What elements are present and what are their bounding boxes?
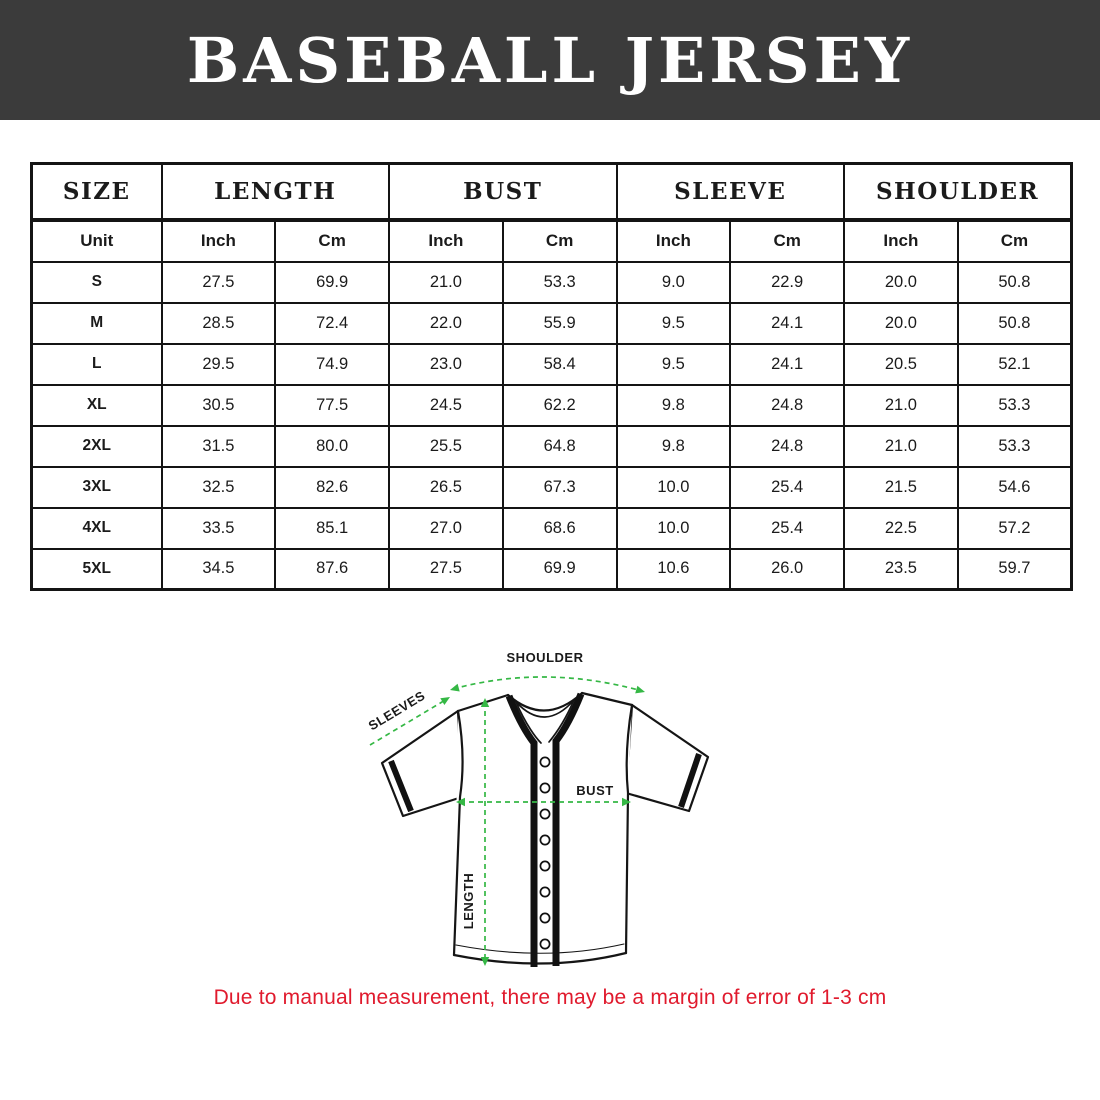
measurement-value: 29.5 [162,344,276,385]
col-header-shoulder: SHOULDER [844,164,1072,220]
arrowhead-shoulder-left [450,684,460,692]
measurement-value: 74.9 [275,344,389,385]
measurement-value: 87.6 [275,549,389,590]
unit-sleeve-inch: Inch [617,220,731,262]
measurement-value: 26.0 [730,549,844,590]
page-title: BASEBALL JERSEY [186,23,914,97]
measurement-value: 27.5 [162,262,276,303]
measurement-value: 21.0 [844,426,958,467]
table-group-header-row [32,164,1072,220]
size-label: XL [32,385,162,426]
measurement-value: 9.0 [617,262,731,303]
measurement-value: 21.5 [844,467,958,508]
measurement-value: 28.5 [162,303,276,344]
size-label: 5XL [32,549,162,590]
unit-shoulder-inch: Inch [844,220,958,262]
measurement-value: 64.8 [503,426,617,467]
table-row [32,262,1072,303]
measurement-value: 50.8 [958,303,1072,344]
size-label: S [32,262,162,303]
jersey-diagram [350,645,750,993]
measurement-value: 24.8 [730,426,844,467]
measurement-value: 59.7 [958,549,1072,590]
measurement-value: 22.9 [730,262,844,303]
measurement-value: 9.8 [617,385,731,426]
size-label: M [32,303,162,344]
measurement-value: 77.5 [275,385,389,426]
measurement-value: 27.5 [389,549,503,590]
table-row [32,549,1072,590]
measurement-value: 34.5 [162,549,276,590]
shoulder-label: SHOULDER [506,650,584,665]
arrowhead-shoulder-right [635,686,645,694]
unit-sleeve-cm: Cm [730,220,844,262]
measurement-value: 9.8 [617,426,731,467]
unit-header: Unit [32,220,162,262]
measurement-value: 80.0 [275,426,389,467]
measurement-value: 62.2 [503,385,617,426]
shoulder-measure-line [453,677,642,691]
measurement-value: 31.5 [162,426,276,467]
measurement-value: 58.4 [503,344,617,385]
measurement-value: 20.0 [844,303,958,344]
measurement-value: 32.5 [162,467,276,508]
measurement-value: 25.5 [389,426,503,467]
measurement-value: 55.9 [503,303,617,344]
bust-label: BUST [576,783,614,798]
measurement-value: 85.1 [275,508,389,549]
size-label: 2XL [32,426,162,467]
unit-bust-inch: Inch [389,220,503,262]
table-body [32,262,1072,590]
measurement-value: 27.0 [389,508,503,549]
measurement-value: 22.5 [844,508,958,549]
table-row [32,467,1072,508]
measurement-value: 33.5 [162,508,276,549]
measurement-value: 50.8 [958,262,1072,303]
measurement-value: 24.5 [389,385,503,426]
sleeves-label: SLEEVES [365,687,428,734]
measurement-value: 9.5 [617,303,731,344]
arrowhead-sleeves [440,697,450,705]
size-table-wrap [30,162,1070,591]
unit-shoulder-cm: Cm [958,220,1072,262]
measurement-value: 21.0 [389,262,503,303]
jersey-illustration [350,645,750,993]
measurement-value: 69.9 [503,549,617,590]
measurement-value: 67.3 [503,467,617,508]
measurement-value: 53.3 [958,426,1072,467]
table-row [32,303,1072,344]
measurement-value: 20.0 [844,262,958,303]
measurement-value: 23.5 [844,549,958,590]
measurement-value: 26.5 [389,467,503,508]
col-header-sleeve: SLEEVE [617,164,845,220]
length-label: LENGTH [461,872,476,930]
measurement-value: 82.6 [275,467,389,508]
measurement-value: 30.5 [162,385,276,426]
measurement-value: 54.6 [958,467,1072,508]
measurement-value: 69.9 [275,262,389,303]
measurement-value: 10.6 [617,549,731,590]
measurement-value: 22.0 [389,303,503,344]
measurement-value: 9.5 [617,344,731,385]
measurement-value: 57.2 [958,508,1072,549]
table-row [32,385,1072,426]
measurement-value: 21.0 [844,385,958,426]
table-row [32,508,1072,549]
title-banner [0,0,1100,120]
table-row [32,344,1072,385]
measurement-value: 24.8 [730,385,844,426]
measurement-value: 24.1 [730,303,844,344]
measurement-value: 20.5 [844,344,958,385]
table-row [32,426,1072,467]
measurement-value: 68.6 [503,508,617,549]
measurement-value: 53.3 [958,385,1072,426]
unit-bust-cm: Cm [503,220,617,262]
unit-length-cm: Cm [275,220,389,262]
measurement-value: 72.4 [275,303,389,344]
size-label: L [32,344,162,385]
measurement-value: 24.1 [730,344,844,385]
measurement-value: 52.1 [958,344,1072,385]
size-label: 4XL [32,508,162,549]
measurement-note: Due to manual measurement, there may be a margin of error of 1-3 cm [213,986,887,1009]
col-header-size: SIZE [32,164,162,220]
table-unit-row [32,220,1072,262]
measurement-value: 25.4 [730,508,844,549]
measurement-value: 53.3 [503,262,617,303]
measurement-value: 25.4 [730,467,844,508]
measurement-value: 10.0 [617,508,731,549]
unit-length-inch: Inch [162,220,276,262]
measurement-value: 23.0 [389,344,503,385]
col-header-bust: BUST [389,164,617,220]
size-table [30,162,1073,591]
size-label: 3XL [32,467,162,508]
col-header-length: LENGTH [162,164,390,220]
measurement-value: 10.0 [617,467,731,508]
